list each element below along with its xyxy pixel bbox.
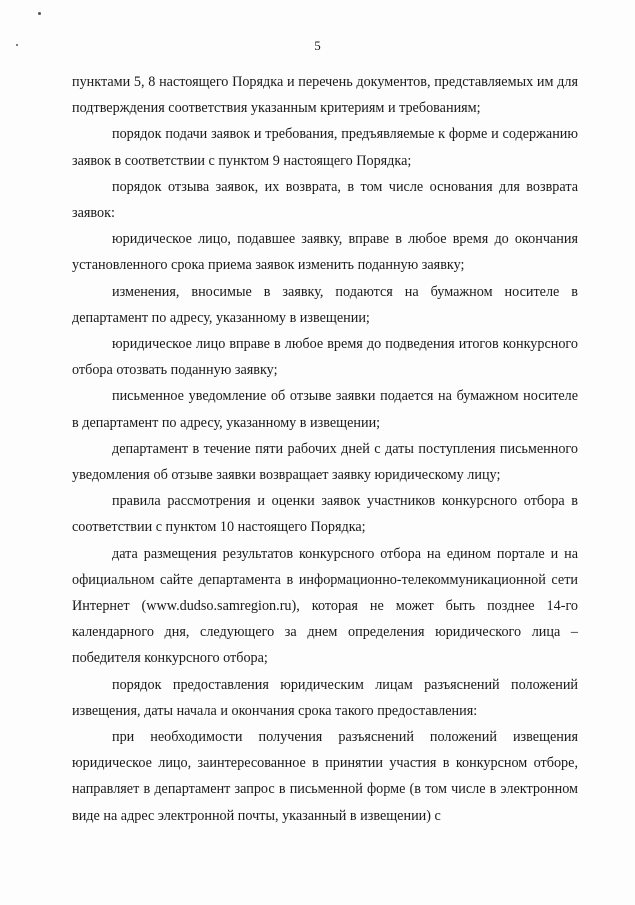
paragraph: порядок предоставления юридическим лицам разъяснений положений извещения, даты начала и окончания срока такого предоставления: — [72, 676, 578, 719]
paragraph: изменения, вносимые в заявку, подаются на бумажном носителе в департамент по адресу, указанному в извещении; — [72, 283, 578, 326]
paragraph: письменное уведомление об отзыве заявки подается на бумажном носителе в департамент по адресу, указанному в извещении; — [72, 388, 578, 431]
paragraph: правила рассмотрения и оценки заявок участников конкурсного отбора в соответствии с пунктом 10 настоящего Порядка; — [72, 493, 578, 536]
paragraph: юридическое лицо, подавшее заявку, вправе в любое время до окончания установленного срока приема заявок изменить поданную заявку; — [72, 231, 578, 274]
paragraph: при необходимости получения разъяснений положений извещения юридическое лицо, заинтересованное в принятии участия в конкурсном отборе, направляет в департамент запрос в письменной форме (в том числе в электронном виде на адрес электронной почты, указанный в извещении) с — [72, 729, 578, 824]
scan-speck — [38, 12, 41, 15]
paragraph: дата размещения результатов конкурсного отбора на едином портале и на официальном сайте департамента в информационно-телекоммуникационной сети Интернет (www.dudso.samregion.ru), которая не может быть позднее 14-го календарного дня, следующего за днем определения юридического лица – победителя конкурсного отбора; — [72, 545, 578, 667]
page-number: 5 — [314, 38, 321, 53]
paragraph: департамент в течение пяти рабочих дней с даты поступления письменного уведомления об отзыве заявки возвращает заявку юридическому лицу; — [72, 440, 578, 484]
paragraph: порядок подачи заявок и требования, предъявляемые к форме и содержанию заявок в соответствии с пунктом 9 настоящего Порядка; — [72, 126, 578, 169]
document-body — [72, 69, 578, 829]
paragraph: порядок отзыва заявок, их возврата, в том числе основания для возврата заявок: — [72, 178, 578, 222]
paragraph: юридическое лицо вправе в любое время до подведения итогов конкурсного отбора отозвать поданную заявку; — [72, 336, 578, 379]
paragraph: пунктами 5, 8 настоящего Порядка и перечень документов, представляемых им для подтверждения соответствия указанным критериям и требованиям; — [72, 74, 578, 117]
